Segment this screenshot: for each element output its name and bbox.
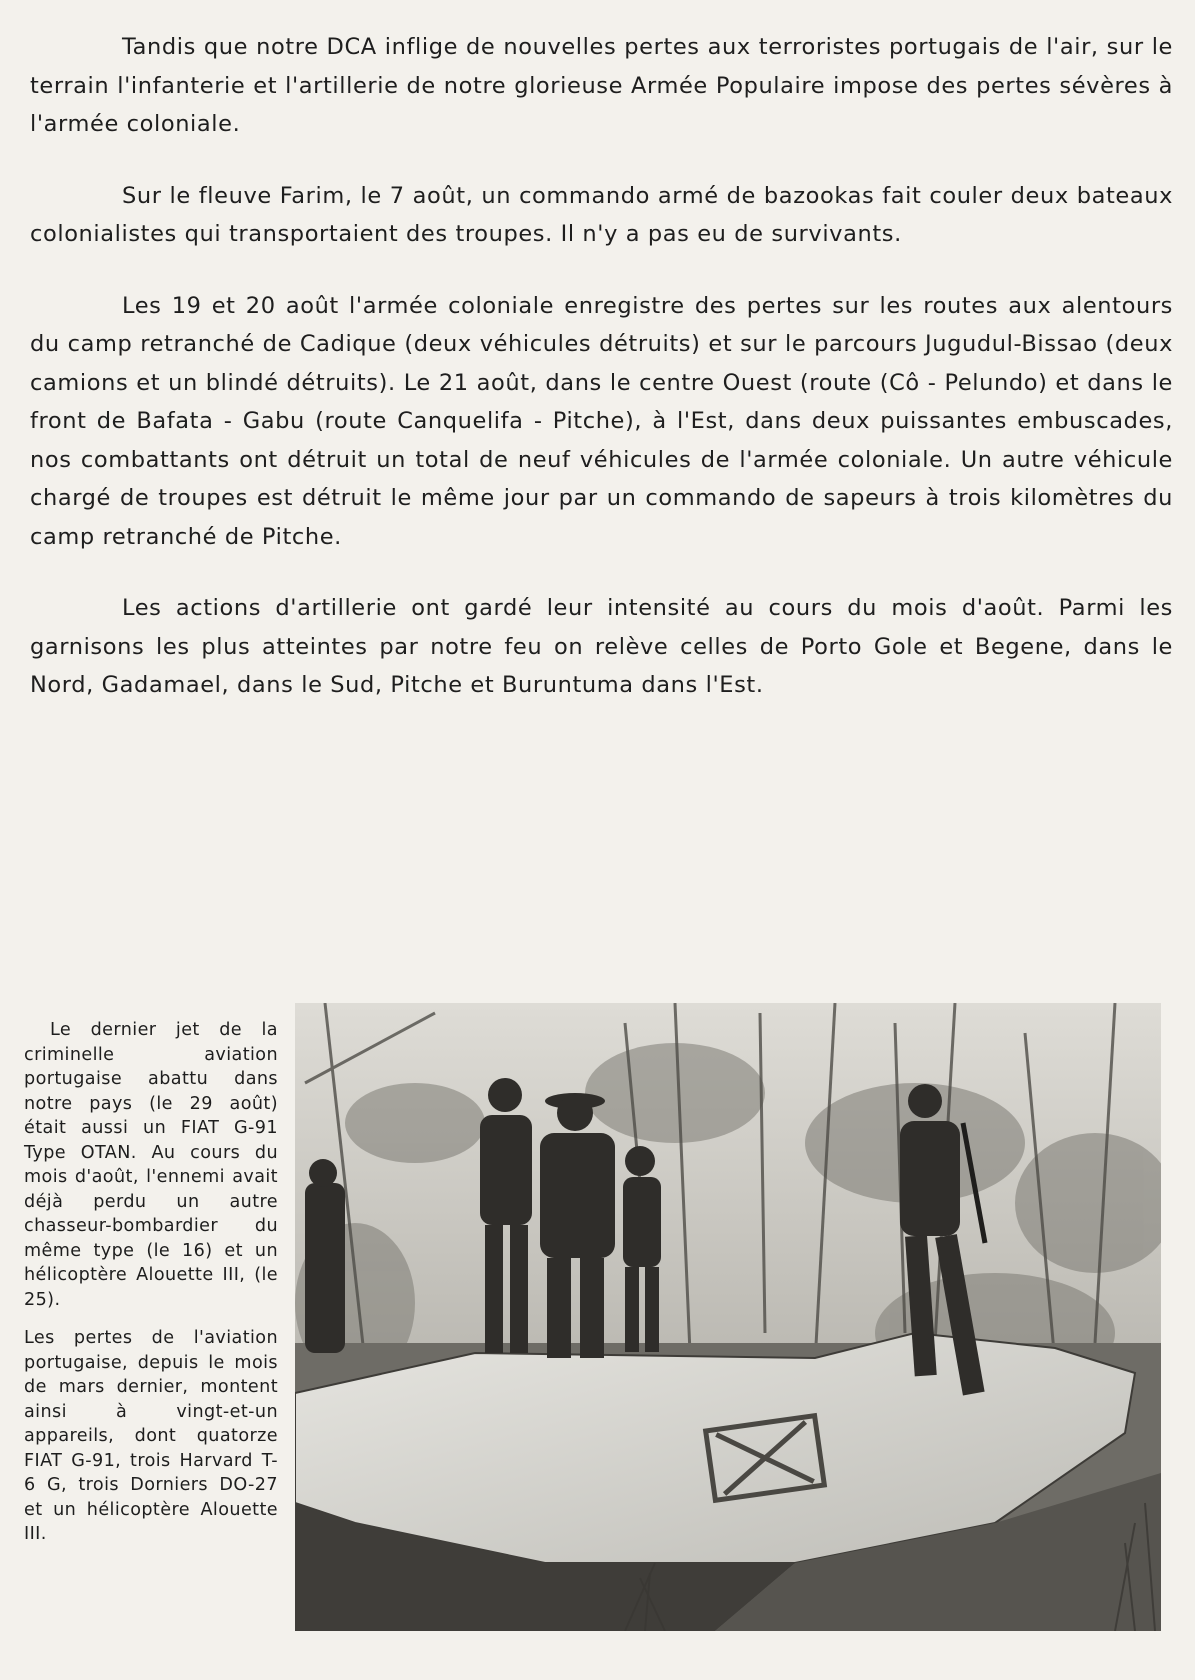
photo-caption: [24, 1018, 278, 1561]
article-paragraph-2: Sur le fleuve Farim, le 7 août, un commando armé de bazookas fait couler deux bateaux colonialistes qui transportaient des troupes. Il n'y a pas eu de survivants.: [30, 182, 1173, 247]
article-paragraph-1: Tandis que notre DCA inflige de nouvelles pertes aux terroristes portugais de l'air, sur le terrain l'infanterie et l'artillerie de notre glorieuse Armée Populaire impose des pertes sévères à l'armée coloniale.: [30, 34, 1173, 137]
photograph-icon: [295, 1003, 1161, 1631]
photograph-illustration: [295, 1003, 1161, 1631]
caption-paragraph-1: Le dernier jet de la criminelle aviation portugaise abattu dans notre pays (le 29 août) était aussi un FIAT G-91 Type OTAN. Au cours du mois d'août, l'ennemi avait déjà perdu un autre chasseur-bombardier du même type (le 16) et un hélicoptère Alouette III, (le 25).: [24, 1020, 278, 1310]
article-paragraph-3: Les 19 et 20 août l'armée coloniale enregistre des pertes sur les routes aux alentours du camp retranché de Cadique (deux véhicules détruits) et sur le parcours Jugudul-Bissao (deux camions et un blindé détruits). Le 21 août, dans le centre Ouest (route (Cô - Pelundo) et dans le front de Bafata - Gabu (route Canquelifa - Pitche), à l'Est, dans deux puissantes embuscades, nos combattants ont détruit un total de neuf véhicules de l'armée coloniale. Un autre véhicule chargé de troupes est détruit le même jour par un commando de sapeurs à trois kilomètres du camp retranché de Pitche.: [30, 292, 1173, 550]
caption-paragraph-2: Les pertes de l'aviation portugaise, depuis le mois de mars dernier, montent ainsi à vingt-et-un appareils, dont quatorze FIAT G-91, trois Harvard T-6 G, trois Dorniers DO-27 et un hélicoptère Alouette III.: [24, 1328, 278, 1544]
article-paragraph-4: Les actions d'artillerie ont gardé leur intensité au cours du mois d'août. Parmi les garnisons les plus atteintes par notre feu on relève celles de Porto Gole et Begene, dans le Nord, Gadamael, dans le Sud, Pitche et Buruntuma dans l'Est.: [30, 595, 1173, 698]
article-body: [30, 28, 1173, 738]
